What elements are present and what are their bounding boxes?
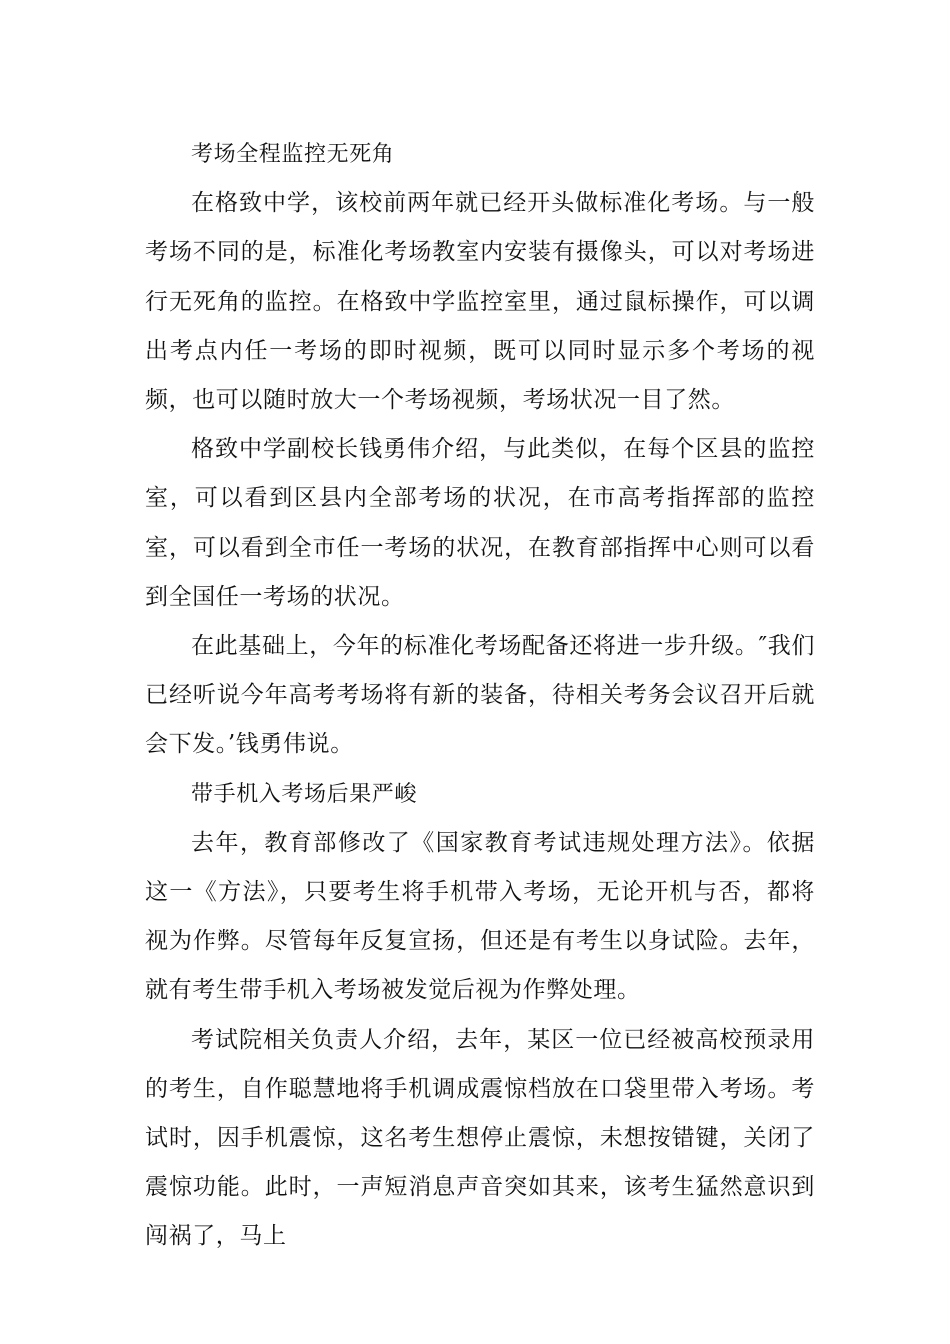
paragraph-upgrade: 在此基础上，今年的标准化考场配备还将进一步升级。″我们已经听说今年高考考场将有新的装备，待相关考务会议召开后就会下发。’钱勇伟说。 [145, 633, 815, 758]
paragraph-regulation: 去年，教育部修改了《国家教育考试违规处理方法》。依据这一《方法》，只要考生将手机带入考场，无论开机与否，都将视为作弊。尽管每年反复宣扬，但还是有考生以身试险。去年，就有考生带手机入考场被发觉后视为作弊处理。 [145, 829, 815, 1004]
paragraph-vice-principal: 格致中学副校长钱勇伟介绍，与此类似，在每个区县的监控室，可以看到区县内全部考场的状况，在市高考指挥部的监控室，可以看到全市任一考场的状况，在教育部指挥中心则可以看到全国任一考场的状况。 [145, 436, 815, 610]
paragraph-case-example: 考试院相关负责人介绍，去年，某区一位已经被高校预录用的考生，自作聪慧地将手机调成震惊档放在口袋里带入考场。考试时，因手机震惊，这名考生想停止震惊，未想按错键，关闭了震惊功能。此时，一声短消息声音突如其来，该考生猛然意识到闯祸了，马上 [145, 1026, 815, 1250]
section-heading-monitoring: 考场全程监控无死角 [191, 142, 395, 167]
section-heading-phones: 带手机入考场后果严峻 [191, 781, 418, 807]
paragraph-gezhi-standard-rooms: 在格致中学，该校前两年就已经开头做标准化考场。与一般考场不同的是，标准化考场教室内安装有摄像头，可以对考场进行无死角的监控。在格致中学监控室里，通过鼠标操作，可以调出考点内任一考场的即时视频，既可以同时显示多个考场的视频，也可以随时放大一个考场视频，考场状况一目了然。 [145, 190, 815, 414]
document-body [145, 130, 815, 1262]
